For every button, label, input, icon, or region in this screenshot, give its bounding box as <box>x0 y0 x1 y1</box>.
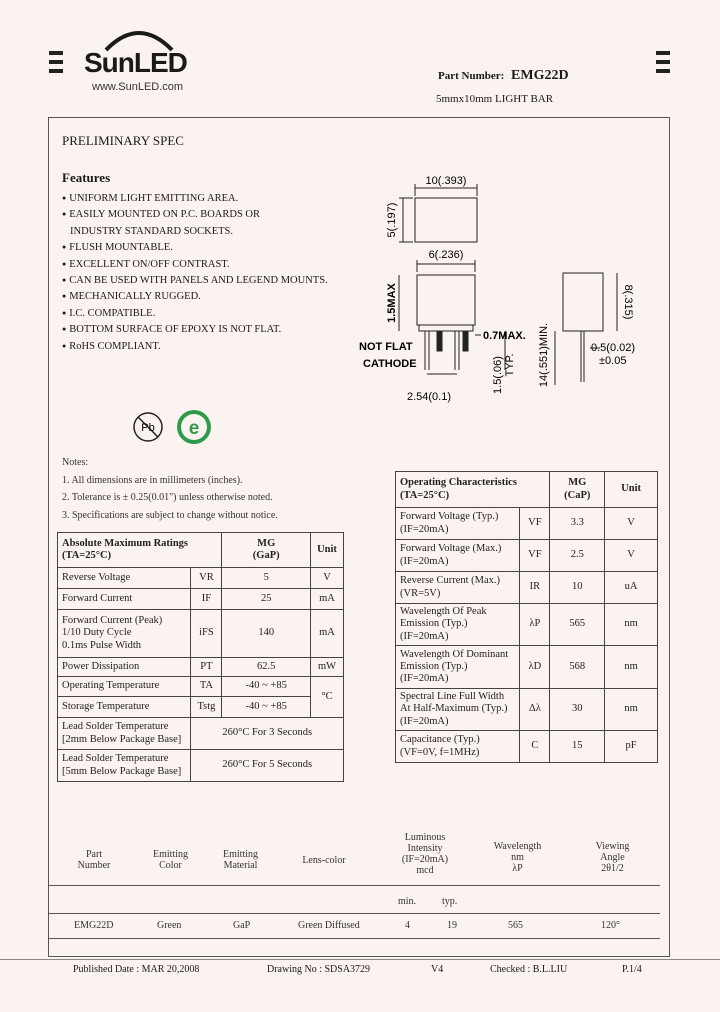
lead-typ-label-2: TYP. <box>504 353 516 377</box>
front-view-body <box>417 275 475 325</box>
line: (VR=5V) <box>400 587 441 599</box>
op-char-param <box>396 540 520 572</box>
abs-max-value: -40 ~ +85 <box>222 697 311 718</box>
solder-value: 260°C For 3 Seconds <box>191 718 344 750</box>
dim-width-label: 10(.393) <box>425 175 467 187</box>
line: 1/10 Duty Cycle <box>62 627 132 639</box>
line: mcd <box>416 865 434 876</box>
abs-max-title-2: (TA=25°C) <box>62 550 112 561</box>
line: (VF=0V, f=1MHz) <box>400 746 480 758</box>
line: Reverse Voltage <box>62 571 131 583</box>
sunled-logo <box>84 20 194 80</box>
row-min: 4 <box>405 920 410 931</box>
cathode-label: CATHODE <box>363 358 417 370</box>
product-table-header <box>60 832 660 876</box>
line: Emission (Typ.) <box>400 618 468 630</box>
solder-param <box>58 750 191 782</box>
header-emitting-color <box>128 832 213 876</box>
pb-free-icon <box>131 410 165 444</box>
line: Emitting <box>153 849 188 860</box>
feature-item: ● EXCELLENT ON/OFF CONTRAST. <box>62 259 328 270</box>
row-material: GaP <box>233 920 251 931</box>
line: (IF=20mA) <box>400 673 449 685</box>
line: Storage Temperature <box>62 700 150 712</box>
row-typ: 19 <box>447 920 457 931</box>
abs-max-value: -40 ~ +85 <box>222 677 311 697</box>
line: Luminous <box>404 832 446 843</box>
row-lens: Green Diffused <box>298 920 360 931</box>
line: Angle <box>600 851 625 863</box>
lead-max-label: 0.7MAX. <box>483 330 526 342</box>
row-wavelength: 565 <box>508 920 523 931</box>
right-bars-icon <box>656 51 670 73</box>
note-3: 3. Specifications are subject to change without notice. <box>62 510 278 521</box>
line: Viewing <box>595 840 630 852</box>
op-char-unit: nm <box>605 646 658 689</box>
op-char-param <box>396 731 520 763</box>
line: [5mm Below Package Base] <box>62 765 182 777</box>
op-char-symbol: IR <box>520 572 550 604</box>
feature-item: INDUSTRY STANDARD SOCKETS. <box>70 225 233 237</box>
package-drawing <box>355 170 645 410</box>
abs-max-mg-1: MG <box>257 537 276 549</box>
feature-item: ● EASILY MOUNTED ON P.C. BOARDS OR <box>62 209 328 220</box>
dim-height-label: 5(.197) <box>386 202 398 238</box>
op-char-unit: pF <box>605 731 658 763</box>
abs-max-unit: mW <box>311 658 344 677</box>
op-char-param <box>396 572 520 604</box>
line: Emission (Typ.) <box>400 660 468 672</box>
not-flat-label: NOT FLAT <box>359 341 413 353</box>
op-char-param <box>396 689 520 731</box>
part-number: EMG22D <box>511 68 569 83</box>
line: Forward Current (Peak) <box>62 615 163 627</box>
line: Wavelength Of Dominant <box>400 648 509 660</box>
header-emitting-material <box>213 832 268 876</box>
op-char-symbol: λP <box>520 604 550 646</box>
dim-max-label: 1.5MAX <box>386 283 398 323</box>
header-viewing-angle <box>565 832 660 876</box>
line: nm <box>511 851 524 863</box>
op-char-row <box>396 689 658 731</box>
sub-min: min. <box>398 896 417 907</box>
op-char-value: 3.3 <box>550 508 605 540</box>
abs-max-param <box>58 589 191 610</box>
op-char-row <box>396 540 658 572</box>
svg-text:Pb: Pb <box>141 422 155 434</box>
top-view-body <box>415 198 477 242</box>
side-height-label: 8(.315) <box>622 284 634 320</box>
line: Number <box>77 860 111 871</box>
line: (IF=20mA) <box>400 555 449 567</box>
line: Intensity <box>407 843 443 854</box>
abs-max-value: 62.5 <box>222 658 311 677</box>
row-color: Green <box>157 920 182 931</box>
op-char-row <box>396 508 658 540</box>
op-char-symbol: Δλ <box>520 689 550 731</box>
solder-param <box>58 718 191 750</box>
note-1: 1. All dimensions are in millimeters (inches). <box>62 475 243 486</box>
line: Power Dissipation <box>62 660 140 672</box>
op-char-value: 30 <box>550 689 605 731</box>
op-char-symbol: VF <box>520 540 550 572</box>
feature-item: ● MECHANICALLY RUGGED. <box>62 291 328 302</box>
abs-max-unit: mA <box>311 589 344 610</box>
sub-typ: typ. <box>442 896 458 907</box>
bottom-table-rule-mid <box>48 913 660 914</box>
op-char-unit-header: Unit <box>605 472 658 508</box>
op-char-value: 15 <box>550 731 605 763</box>
abs-max-param <box>58 658 191 677</box>
abs-max-row <box>58 697 344 718</box>
dim-inner-label: 6(.236) <box>428 249 464 261</box>
abs-max-symbol: IF <box>191 589 222 610</box>
side-view-body <box>563 273 603 331</box>
row-part: EMG22D <box>74 920 114 931</box>
header-luminous-intensity <box>380 832 470 876</box>
op-char-unit: uA <box>605 572 658 604</box>
feature-item: ● FLUSH MOUNTABLE. <box>62 242 328 253</box>
abs-max-table <box>57 532 344 782</box>
abs-max-unit-header: Unit <box>311 533 344 568</box>
footer-rule <box>0 959 720 960</box>
notes-title: Notes: <box>62 457 89 468</box>
spec-title: PRELIMINARY SPEC <box>62 133 184 148</box>
abs-max-row <box>58 589 344 610</box>
line: Forward Voltage (Typ.) <box>400 511 499 523</box>
line: Emitting <box>223 849 258 860</box>
lead-length-label: 14(.551)MIN. <box>538 322 550 388</box>
line: Spectral Line Full Width <box>400 691 505 703</box>
op-char-unit: V <box>605 540 658 572</box>
abs-max-param <box>58 677 191 697</box>
logo-text: SunLED <box>84 47 187 78</box>
header-wavelength <box>470 832 565 876</box>
feature-item: ● I.C. COMPATIBLE. <box>62 308 328 319</box>
footer-published: Published Date : MAR 20,2008 <box>73 964 200 975</box>
line: Reverse Current (Max.) <box>400 575 501 587</box>
line: (IF=20mA) <box>401 854 449 865</box>
line: Capacitance (Typ.) <box>400 734 480 746</box>
abs-max-row <box>58 677 344 697</box>
abs-max-value: 25 <box>222 589 311 610</box>
abs-max-unit: V <box>311 568 344 589</box>
abs-max-value: 140 <box>222 610 311 658</box>
op-char-symbol: C <box>520 731 550 763</box>
abs-max-solder-row <box>58 718 344 750</box>
feature-item: ● CAN BE USED WITH PANELS AND LEGEND MOUNTS. <box>62 275 328 286</box>
feature-item: ● BOTTOM SURFACE OF EPOXY IS NOT FLAT. <box>62 324 328 335</box>
footer-drawing: Drawing No : SDSA3729 <box>267 964 371 975</box>
abs-max-title-1: Absolute Maximum Ratings <box>62 537 189 549</box>
abs-max-unit: mA <box>311 610 344 658</box>
op-char-mg-2: (CaP) <box>564 489 591 501</box>
abs-max-param <box>58 610 191 658</box>
abs-max-param <box>58 568 191 589</box>
op-char-row <box>396 646 658 689</box>
abs-max-symbol: VR <box>191 568 222 589</box>
footer-checked: Checked : B.L.LIU <box>490 964 568 975</box>
features-list <box>62 193 328 357</box>
line: (IF=20mA) <box>400 523 449 535</box>
svg-text:e: e <box>188 418 200 439</box>
abs-max-row <box>58 658 344 677</box>
part-number-line <box>438 68 569 84</box>
note-2: 2. Tolerance is ± 0.25(0.01") unless otherwise noted. <box>62 492 273 503</box>
op-char-title-2: (TA=25°C) <box>400 489 450 501</box>
bottom-table-rule-bottom <box>48 938 660 939</box>
feature-item: ● RoHS COMPLIANT. <box>62 341 328 352</box>
op-char-unit: V <box>605 508 658 540</box>
pitch-label: 2.54(0.1) <box>406 391 452 403</box>
abs-max-symbol: PT <box>191 658 222 677</box>
op-char-unit: nm <box>605 689 658 731</box>
line: Operating Temperature <box>62 680 160 692</box>
line: 2θ1/2 <box>601 862 624 874</box>
line: λP <box>512 862 523 874</box>
features-title: Features <box>62 170 111 185</box>
bottom-table-rule-top <box>48 885 660 886</box>
abs-max-symbol: Tstg <box>191 697 222 718</box>
rohs-e-icon <box>174 407 214 447</box>
footer-version: V4 <box>431 964 444 975</box>
line: Wavelength <box>493 840 542 852</box>
op-char-table <box>395 471 658 763</box>
website: www.SunLED.com <box>92 81 184 93</box>
line: Material <box>223 860 258 871</box>
op-char-value: 568 <box>550 646 605 689</box>
line: Lens-color <box>302 854 346 866</box>
part-description: 5mmx10mm LIGHT BAR <box>436 93 554 105</box>
op-char-symbol: λD <box>520 646 550 689</box>
line: Part <box>85 849 103 860</box>
line: Forward Voltage (Max.) <box>400 543 502 555</box>
op-char-row <box>396 572 658 604</box>
line: At Half-Maximum (Typ.) <box>400 703 508 715</box>
op-char-value: 10 <box>550 572 605 604</box>
op-char-param <box>396 646 520 689</box>
line: 0.1ms Pulse Width <box>62 639 142 651</box>
line: Lead Solder Temperature <box>62 753 169 765</box>
tolerance-label: ±0.05 <box>599 355 627 367</box>
op-char-title-1: Operating Characteristics <box>400 477 517 489</box>
header-part-number <box>60 832 128 876</box>
op-char-param <box>396 604 520 646</box>
op-char-param <box>396 508 520 540</box>
op-char-symbol: VF <box>520 508 550 540</box>
solder-value: 260°C For 5 Seconds <box>191 750 344 782</box>
abs-max-param <box>58 697 191 718</box>
part-number-label: Part Number: <box>438 70 505 82</box>
op-char-unit: nm <box>605 604 658 646</box>
line: Forward Current <box>62 592 133 604</box>
header-lens-color <box>268 832 380 876</box>
line: Color <box>159 860 182 871</box>
footer-page: P.1/4 <box>622 964 642 975</box>
line: (IF=20mA) <box>400 715 449 727</box>
abs-max-mg-2: (GaP) <box>252 550 280 561</box>
line: Wavelength Of Peak <box>400 606 487 618</box>
abs-max-solder-row <box>58 750 344 782</box>
lead-typ-label-1: 1.5(.06) <box>492 356 504 394</box>
line: [2mm Below Package Base] <box>62 733 182 745</box>
abs-max-symbol: iFS <box>191 610 222 658</box>
abs-max-value: 5 <box>222 568 311 589</box>
line: (IF=20mA) <box>400 630 449 642</box>
abs-max-unit: °C <box>311 677 344 718</box>
op-char-row <box>396 604 658 646</box>
abs-max-symbol: TA <box>191 677 222 697</box>
line: Lead Solder Temperature <box>62 721 169 733</box>
op-char-mg-1: MG <box>568 477 587 489</box>
feature-item: ● UNIFORM LIGHT EMITTING AREA. <box>62 193 328 204</box>
row-angle: 120° <box>601 920 620 931</box>
op-char-value: 2.5 <box>550 540 605 572</box>
left-bars-icon <box>49 51 63 73</box>
lead-dia-label: 0.5(0.02) <box>591 342 636 354</box>
abs-max-row <box>58 610 344 658</box>
op-char-value: 565 <box>550 604 605 646</box>
abs-max-row <box>58 568 344 589</box>
op-char-row <box>396 731 658 763</box>
